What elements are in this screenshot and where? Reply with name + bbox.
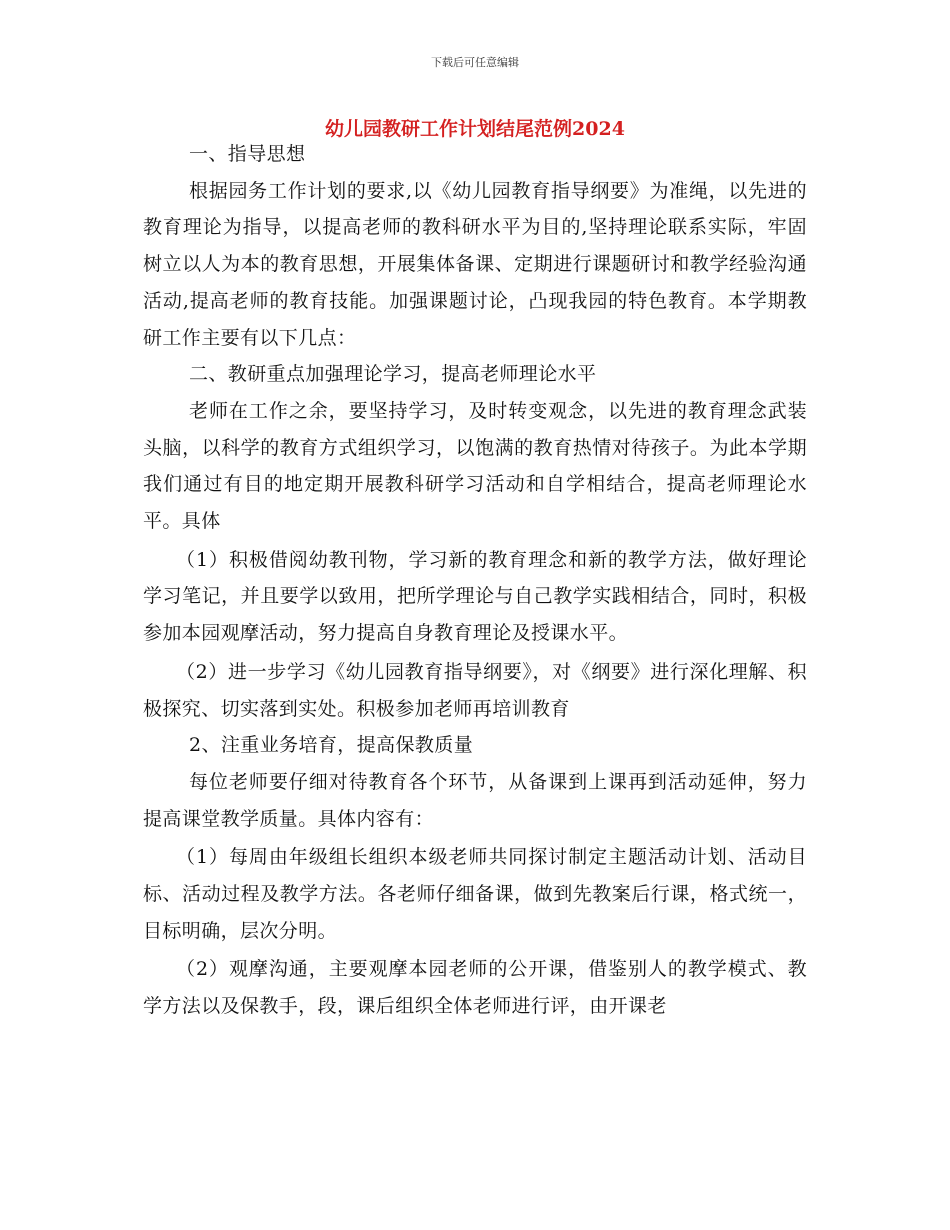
header-note: 下载后可任意编辑: [431, 56, 519, 69]
document-title: 幼儿园教研工作计划结尾范例2024: [325, 118, 625, 140]
body-paragraph: 根据园务工作计划的要求,以《幼儿园教育指导纲要》为准绳，以先进的教育理论为指导，以提高老师的教科研水平为目的,坚持理论联系实际，牢固树立以人为本的教育思想，开展集体备课、定期进行课题研讨和教学经验沟通活动,提高老师的教育技能。加强课题讨论，凸现我园的特色教育。本学期教研工作主要有以下几点：: [143, 179, 807, 349]
list-item: （1）每周由年级组长组织本级老师共同探讨制定主题活动计划、活动目标、活动过程及教学方法。各老师仔细备课，做到先教案后行课，格式统一，目标明确，层次分明。: [143, 846, 807, 942]
document-body: [143, 136, 807, 1025]
section-heading-guiding-ideology: 一、指导思想: [189, 143, 306, 165]
section-heading-theory-study: 二、教研重点加强理论学习，提高老师理论水平: [189, 363, 597, 386]
body-paragraph: 每位老师要仔细对待教育各个环节，从备课到上课再到活动延伸，努力提高课堂教学质量。具体内容有：: [143, 770, 807, 830]
list-item: （2）观摩沟通，主要观摩本园老师的公开课，借鉴别人的教学模式、教学方法以及保教手，段，课后组织全体老师进行评，由开课老: [143, 958, 807, 1018]
list-item: （2）进一步学习《幼儿园教育指导纲要》，对《纲要》进行深化理解、积极探究、切实落到实处。积极参加老师再培训教育: [143, 660, 807, 720]
list-item: （1）积极借阅幼教刊物，学习新的教育理念和新的教学方法，做好理论学习笔记，并且要学以致用，把所学理论与自己教学实践相结合，同时，积极参加本园观摩活动，努力提高自身教育理论及授课水平。: [143, 548, 807, 645]
section-heading-business-training: 2、注重业务培育，提高保教质量: [189, 734, 474, 757]
body-paragraph: 老师在工作之余，要坚持学习，及时转变观念，以先进的教育理念武装头脑，以科学的教育方式组织学习，以饱满的教育热情对待孩子。为此本学期我们通过有目的地定期开展教科研学习活动和自学相结合，提高老师理论水平。具体: [143, 399, 807, 533]
